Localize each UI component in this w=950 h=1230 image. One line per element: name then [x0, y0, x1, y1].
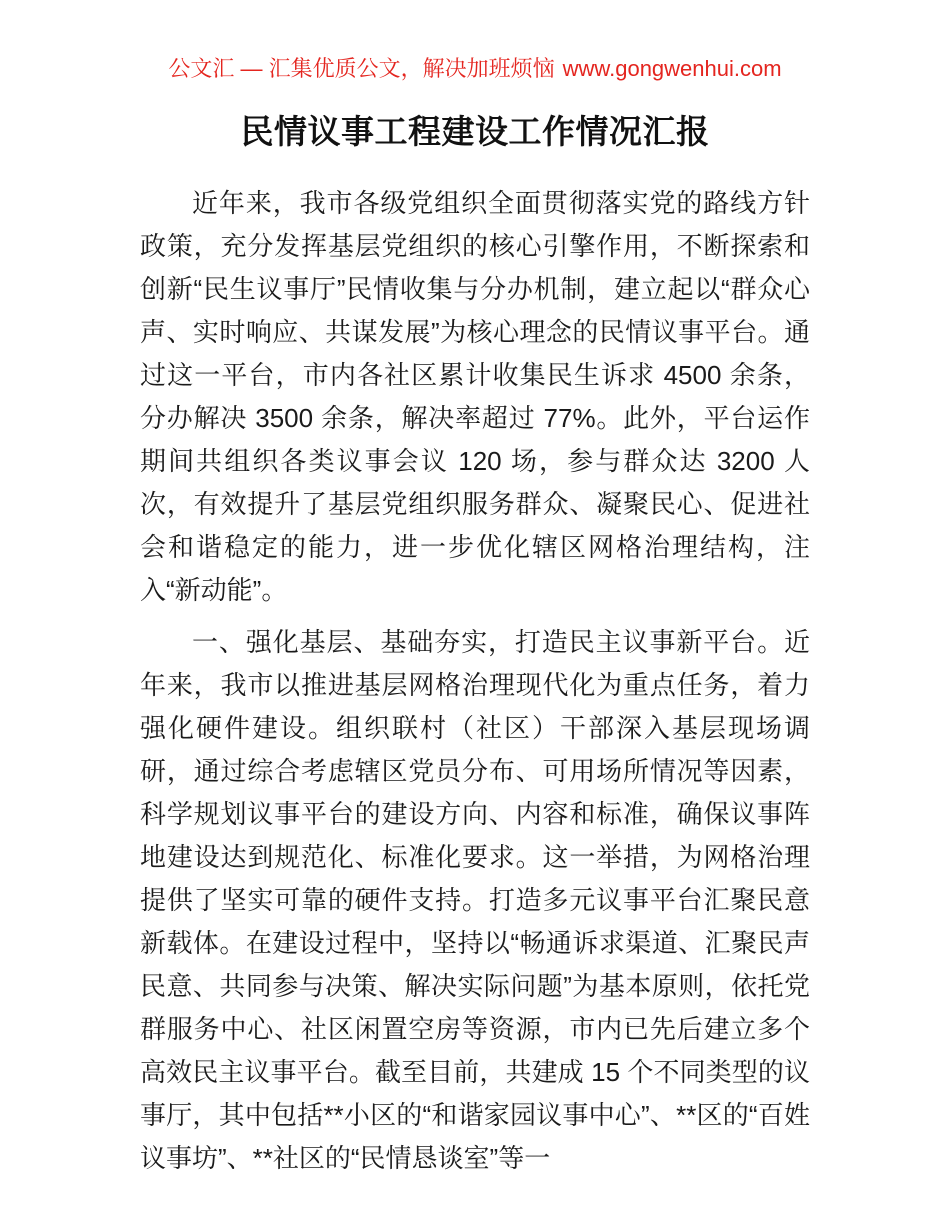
paragraph-section-one: 一、强化基层、基础夯实，打造民主议事新平台。近年来，我市以推进基层网格治理现代化为重点任务，着力强化硬件建设。组织联村（社区）干部深入基层现场调研，通过综合考虑辖区党员分布、可用场所情况等因素，科学规划议事平台的建设方向、内容和标准，确保议事阵地建设达到规范化、标准化要求。这一举措，为网格治理提供了坚实可靠的硬件支持。打造多元议事平台汇聚民意新载体。在建设过程中，坚持以“畅通诉求渠道、汇聚民声民意、共同参与决策、解决实际问题”为基本原则，依托党群服务中心、社区闲置空房等资源，市内已先后建立多个高效民主议事平台。截至目前，共建成 15 个不同类型的议事厅，其中包括**小区的“和谐家园议事中心”、**区的“百姓议事坊”、**社区的“民情恳谈室”等一: [140, 627, 810, 1173]
header-url: www.gongwenhui.com: [562, 56, 782, 81]
header-tagline: 公文汇 — 汇集优质公文，解决加班烦恼: [168, 56, 555, 81]
document-body: [140, 182, 810, 1180]
site-header: [140, 54, 810, 84]
page-title: 民情议事工程建设工作情况汇报: [240, 113, 710, 150]
paragraph-intro: 近年来，我市各级党组织全面贯彻落实党的路线方针政策，充分发挥基层党组织的核心引擎作用，不断探索和创新“民生议事厅”民情收集与分办机制，建立起以“群众心声、实时响应、共谋发展”为核心理念的民情议事平台。通过这一平台，市内各社区累计收集民生诉求 4500 余条，分办解决 3500 余条，解决率超过 77%。此外，平台运作期间共组织各类议事会议 120 场，参与群众达 3200 人次，有效提升了基层党组织服务群众、凝聚民心、促进社会和谐稳定的能力，进一步优化辖区网格治理结构，注入“新动能”。: [140, 188, 810, 605]
